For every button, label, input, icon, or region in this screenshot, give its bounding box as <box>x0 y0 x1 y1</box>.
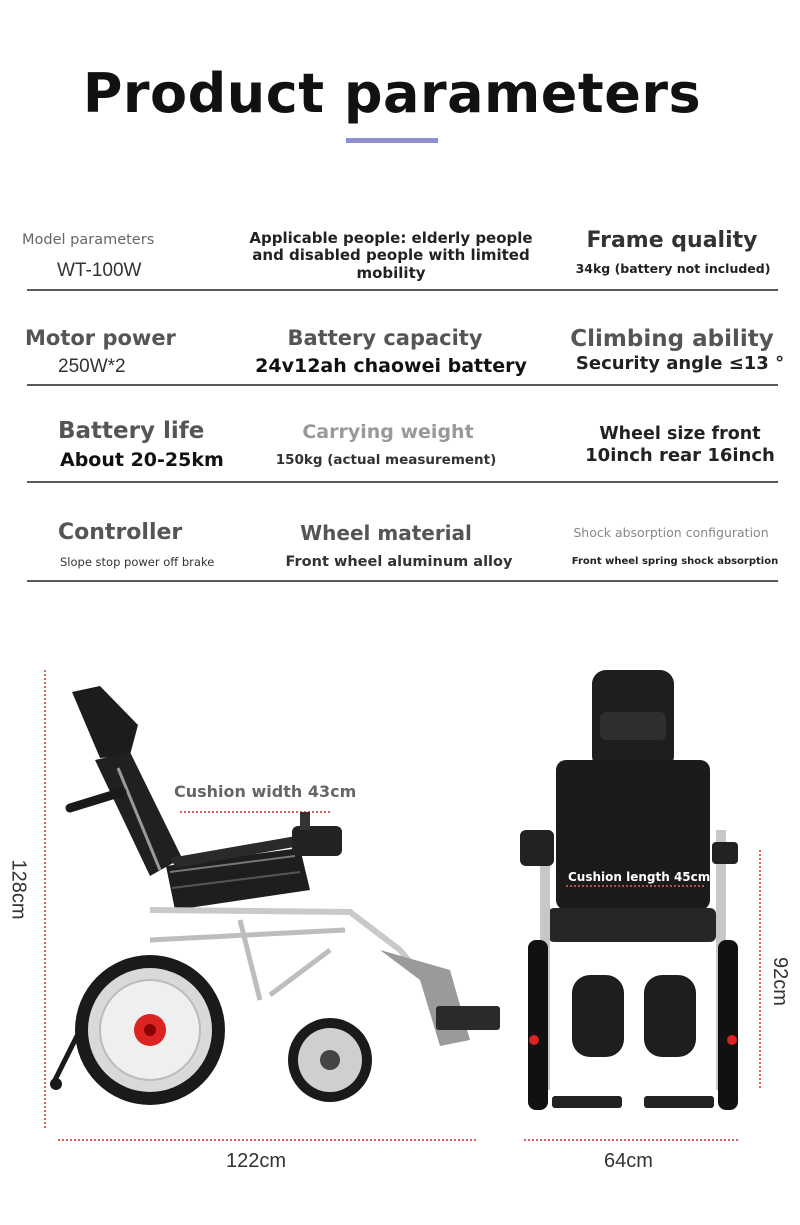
front-view-wheelchair <box>520 670 738 1110</box>
side-length-label: 122cm <box>226 1150 287 1172</box>
motor-power-value: 250W*2 <box>58 356 126 377</box>
frame-quality-label: Frame quality <box>586 228 758 253</box>
climbing-ability-value: Security angle ≤13 ° <box>575 353 785 374</box>
carrying-weight-label: Carrying weight <box>302 421 474 443</box>
wheel-material-label: Wheel material <box>300 521 472 545</box>
page-title: Product parameters <box>82 62 702 125</box>
carrying-weight-value: 150kg (actual measurement) <box>275 452 497 468</box>
shock-absorption-value: Front wheel spring shock absorption <box>571 556 779 567</box>
battery-life-label: Battery life <box>58 418 205 444</box>
wheel-size-value: 10inch rear 16inch <box>585 445 775 466</box>
product-photo <box>0 650 800 1225</box>
wheel-material-value: Front wheel aluminum alloy <box>285 554 513 570</box>
climbing-ability-label: Climbing ability <box>570 326 774 352</box>
model-label: Model parameters <box>22 232 155 248</box>
title-underline <box>346 138 438 143</box>
battery-capacity-label: Battery capacity <box>287 326 483 350</box>
motor-power-label: Motor power <box>25 326 176 350</box>
divider-1 <box>27 289 778 291</box>
side-view-wheelchair <box>50 686 500 1105</box>
shock-absorption-label: Shock absorption configuration <box>573 525 769 540</box>
divider-3 <box>27 481 778 483</box>
frame-quality-value: 34kg (battery not included) <box>575 261 771 276</box>
side-height-label: 128cm <box>7 859 30 920</box>
battery-life-value: About 20-25km <box>60 449 224 471</box>
cushion-length-label: Cushion length 45cm <box>568 870 711 884</box>
divider-2 <box>27 384 778 386</box>
front-width-label: 64cm <box>604 1150 653 1172</box>
battery-capacity-value: 24v12ah chaowei battery <box>255 355 527 377</box>
divider-4 <box>27 580 778 582</box>
applicable-people-text: Applicable people: elderly people and disabled people with limited mobility <box>249 229 533 282</box>
controller-value: Slope stop power off brake <box>60 555 215 569</box>
model-value: WT-100W <box>57 260 142 281</box>
wheel-size-label: Wheel size front <box>599 424 761 444</box>
cushion-width-label: Cushion width 43cm <box>174 782 357 801</box>
controller-label: Controller <box>58 520 183 545</box>
front-height-label: 92cm <box>768 957 791 1006</box>
